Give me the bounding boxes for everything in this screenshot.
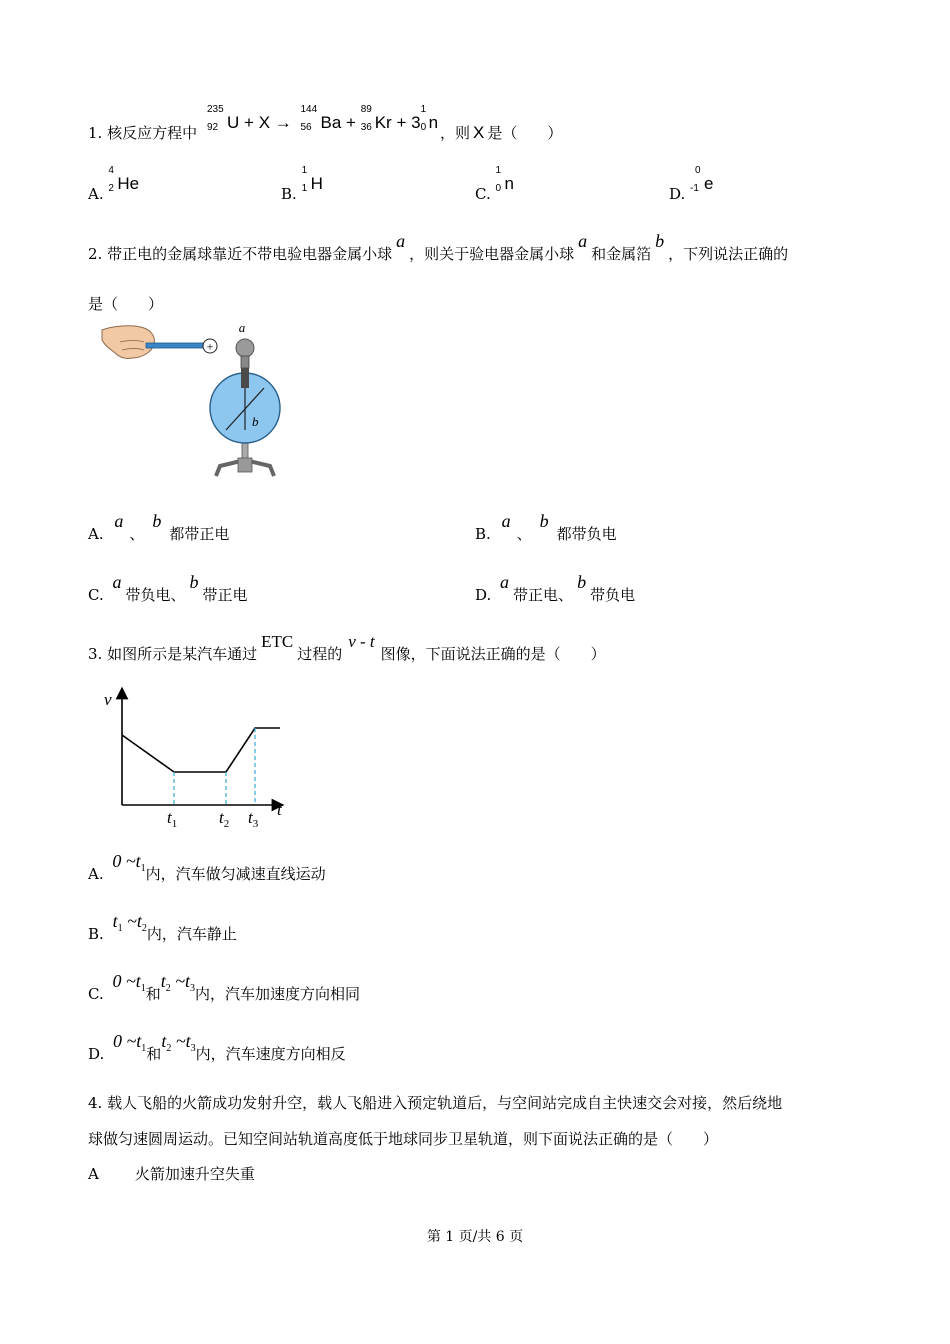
- q1-equation: 235 92 U + X → 144 56 Ba + 89 36 Kr + 3 1 0 n: [207, 104, 439, 133]
- barium-nuclide: 144 56 Ba: [300, 104, 342, 133]
- q1-stem: 1. 核反应方程中: [88, 124, 198, 142]
- svg-text:t3: $t_3$: [248, 808, 259, 830]
- q1-option-a[interactable]: A. 4 2 He: [88, 165, 140, 203]
- q1-option-b[interactable]: B. 1 1 H: [281, 165, 323, 203]
- q3-option-c[interactable]: C. 0 $\sim t_1$和$t_2$ $\sim t_3$内，汽车加速度方向相同: [88, 971, 361, 1003]
- svg-text:b: b: [252, 414, 259, 429]
- neutron-nuclide: 1 0 n: [420, 104, 439, 133]
- q3-stem: 3. 如图所示是某汽车通过ETC过程的v - t图像，下面说法正确的是（ ）: [88, 632, 606, 663]
- svg-text:t: t: [277, 800, 282, 819]
- svg-text:v: v: [104, 690, 112, 709]
- q4-option-a[interactable]: A 火箭加速升空失重: [88, 1165, 255, 1183]
- svg-text:+: +: [206, 339, 214, 354]
- electroscope-ball-a: [236, 339, 254, 357]
- q2-option-b[interactable]: B. a、b都带负电: [475, 511, 617, 543]
- page-footer: 第 1 页/共 6 页: [426, 1229, 524, 1245]
- krypton-nuclide: 89 36 Kr: [360, 104, 392, 133]
- q2-stem-line2: 是（ ）: [88, 295, 164, 313]
- electroscope-figure: [98, 318, 298, 483]
- q1-stem-tail: ，则 X 是（ ）: [440, 123, 563, 142]
- svg-text:t1: $t_1$: [167, 808, 178, 830]
- q3-option-b[interactable]: B. $t_1$ $\sim t_2$内，汽车静止: [88, 911, 237, 943]
- svg-text:t2: $t_2$: [219, 808, 230, 830]
- q2-option-c[interactable]: C. a带负电、b带正电: [88, 572, 248, 604]
- svg-text:a: a: [238, 320, 246, 335]
- q1-option-d[interactable]: D. 0 -1 e: [669, 165, 714, 203]
- hand-icon: [102, 326, 154, 359]
- vt-graph: [100, 683, 300, 833]
- velocity-curve: [122, 728, 280, 772]
- q1-option-c[interactable]: C. 1 0 n: [475, 165, 514, 203]
- uranium-nuclide: 235 92 U: [207, 104, 240, 133]
- q4-stem-line1: 4. 载人飞船的火箭成功发射升空，载人飞船进入预定轨道后，与空间站完成自主快速交会对接，然后绕地: [88, 1094, 783, 1112]
- q2-stem-line1: 2. 带正电的金属球靠近不带电验电器金属小球a，则关于验电器金属小球a和金属箔b，下列说法正确的: [88, 231, 789, 263]
- q2-option-a[interactable]: A. a、b都带正电: [88, 511, 230, 543]
- q2-option-d[interactable]: D. a带正电、b带负电: [475, 572, 636, 604]
- charged-rod: [146, 343, 204, 348]
- q4-stem-line2: 球做匀速圆周运动。已知空间站轨道高度低于地球同步卫星轨道，则下面说法正确的是（ ）: [88, 1130, 719, 1148]
- q3-option-d[interactable]: D. 0 $\sim t_1$和$t_2$ $\sim t_3$内，汽车速度方向相反: [88, 1031, 346, 1063]
- q3-option-a[interactable]: A. 0 $\sim t_1$内，汽车做匀减速直线运动: [88, 851, 326, 883]
